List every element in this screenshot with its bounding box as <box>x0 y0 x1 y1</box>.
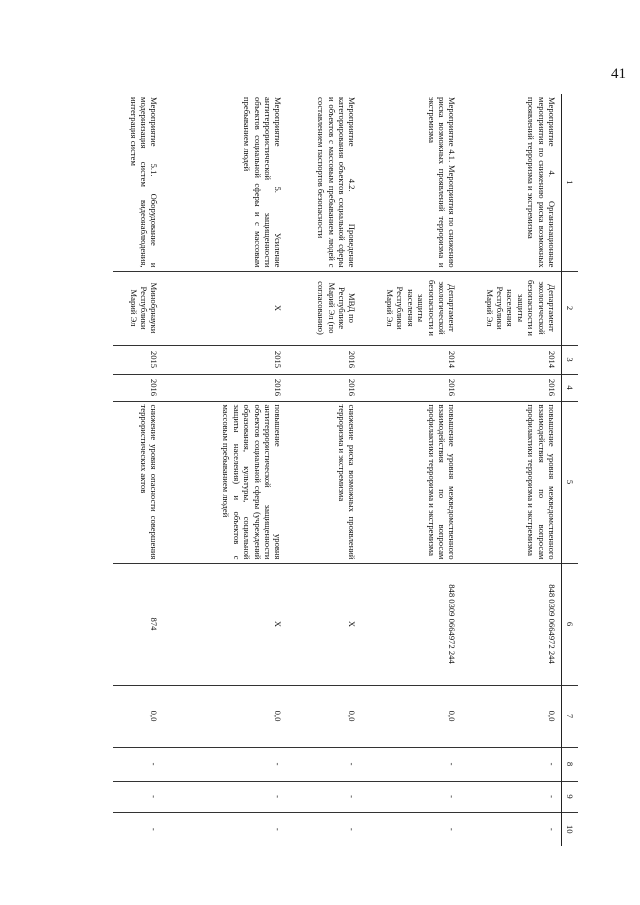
end-year-cell: 2016 <box>462 374 562 401</box>
start-year-cell: 2014 <box>362 345 462 374</box>
executor-cell: Минобрнауки Республики Марий Эл <box>114 271 164 345</box>
rotated-table-container <box>116 94 578 846</box>
value-cell: - <box>288 812 362 846</box>
column-header: 8 <box>562 747 579 781</box>
value-cell: - <box>362 781 462 812</box>
end-year-cell: 2016 <box>164 374 288 401</box>
expected-result-cell: повышение уровня межведомственного взаимодействия по вопросам профилактики терроризма и экстремизма <box>462 401 562 563</box>
activity-name-cell: Мероприятие 4. Организационные мероприятия по снижению риска возможных проявлений терроризма и экстремизма <box>526 97 557 268</box>
value-cell: - <box>362 812 462 846</box>
amount-cell: 0,0 <box>462 685 562 747</box>
value-cell: - <box>164 812 288 846</box>
amount-cell: 0,0 <box>288 685 362 747</box>
value-cell: - <box>462 781 562 812</box>
end-year-cell: 2016 <box>362 374 462 401</box>
budget-code-cell: X <box>164 563 288 685</box>
column-header: 1 <box>562 94 579 271</box>
budget-code-cell: 848 0309 0664972 244 <box>462 563 562 685</box>
table-row <box>462 94 562 846</box>
executor-cell: Департамент экологической безопасности и защиты населения Республики Марий Эл <box>462 271 562 345</box>
start-year-cell: 2015 <box>164 345 288 374</box>
value-cell: - <box>114 747 164 781</box>
budget-code-cell: 874 <box>114 563 164 685</box>
column-header: 9 <box>562 781 579 812</box>
column-header: 10 <box>562 812 579 846</box>
activities-table <box>114 94 579 846</box>
end-year-cell: 2016 <box>114 374 164 401</box>
amount-cell: 0,0 <box>362 685 462 747</box>
start-year-cell: 2016 <box>288 345 362 374</box>
budget-code-cell: X <box>288 563 362 685</box>
amount-cell: 0,0 <box>114 685 164 747</box>
start-year-cell: 2015 <box>114 345 164 374</box>
column-header: 7 <box>562 685 579 747</box>
value-cell: - <box>114 812 164 846</box>
table-row <box>164 94 288 846</box>
start-year-cell: 2014 <box>462 345 562 374</box>
activity-name-cell: Мероприятие 4.1. Мероприятия по снижению риска возможных проявлений терроризма и экстремизма <box>426 97 458 268</box>
activity-name-cell: Мероприятие 5.1. Оборудование и модернизация систем видеонаблюдения, интеграция систем <box>128 97 160 268</box>
value-cell: - <box>462 812 562 846</box>
column-header: 3 <box>562 345 579 374</box>
executor-cell: МВД по Республике Марий Эл (по согласованию) <box>288 271 362 345</box>
value-cell: - <box>288 781 362 812</box>
value-cell: - <box>114 781 164 812</box>
page-number: 41 <box>611 66 626 82</box>
expected-result-cell: снижение уровня опасности совершения террористических актов <box>114 401 164 563</box>
activity-name-cell: Мероприятие 4.2. Проведение категорирования объектов социальной сферы и объектов с массовым пребыванием людей с составлением паспортов безопасности <box>316 97 358 268</box>
budget-code-cell: 848 0309 0664972 244 <box>362 563 462 685</box>
expected-result-cell: повышение уровня антитеррористической защищенности объектов социальной сферы (учреждений образования, культуры, социальной защиты населения) и объектов с массовым пребыванием людей <box>164 401 288 563</box>
value-cell: - <box>164 747 288 781</box>
value-cell: - <box>288 747 362 781</box>
end-year-cell: 2016 <box>288 374 362 401</box>
expected-result-cell: повышение уровня межведомственного взаимодействия по вопросам профилактики терроризма и экстремизма <box>362 401 462 563</box>
activity-name-cell: Мероприятие 5. Усиление антитеррористической защищенности объектов социальной сферы и с массовым пребыванием людей <box>242 97 284 268</box>
table-header-row <box>562 94 579 846</box>
column-header: 6 <box>562 563 579 685</box>
amount-cell: 0,0 <box>164 685 288 747</box>
value-cell: - <box>462 747 562 781</box>
column-header: 2 <box>562 271 579 345</box>
value-cell: - <box>362 747 462 781</box>
column-header: 5 <box>562 401 579 563</box>
expected-result-cell: снижение риска возможных проявлений терроризма и экстремизма <box>288 401 362 563</box>
value-cell: - <box>164 781 288 812</box>
table-row <box>114 94 164 846</box>
column-header: 4 <box>562 374 579 401</box>
executor-cell: X <box>164 271 288 345</box>
table-row <box>362 94 462 846</box>
executor-cell: Департамент экологической безопасности и защиты населения Республики Марий Эл <box>362 271 462 345</box>
table-row <box>288 94 362 846</box>
